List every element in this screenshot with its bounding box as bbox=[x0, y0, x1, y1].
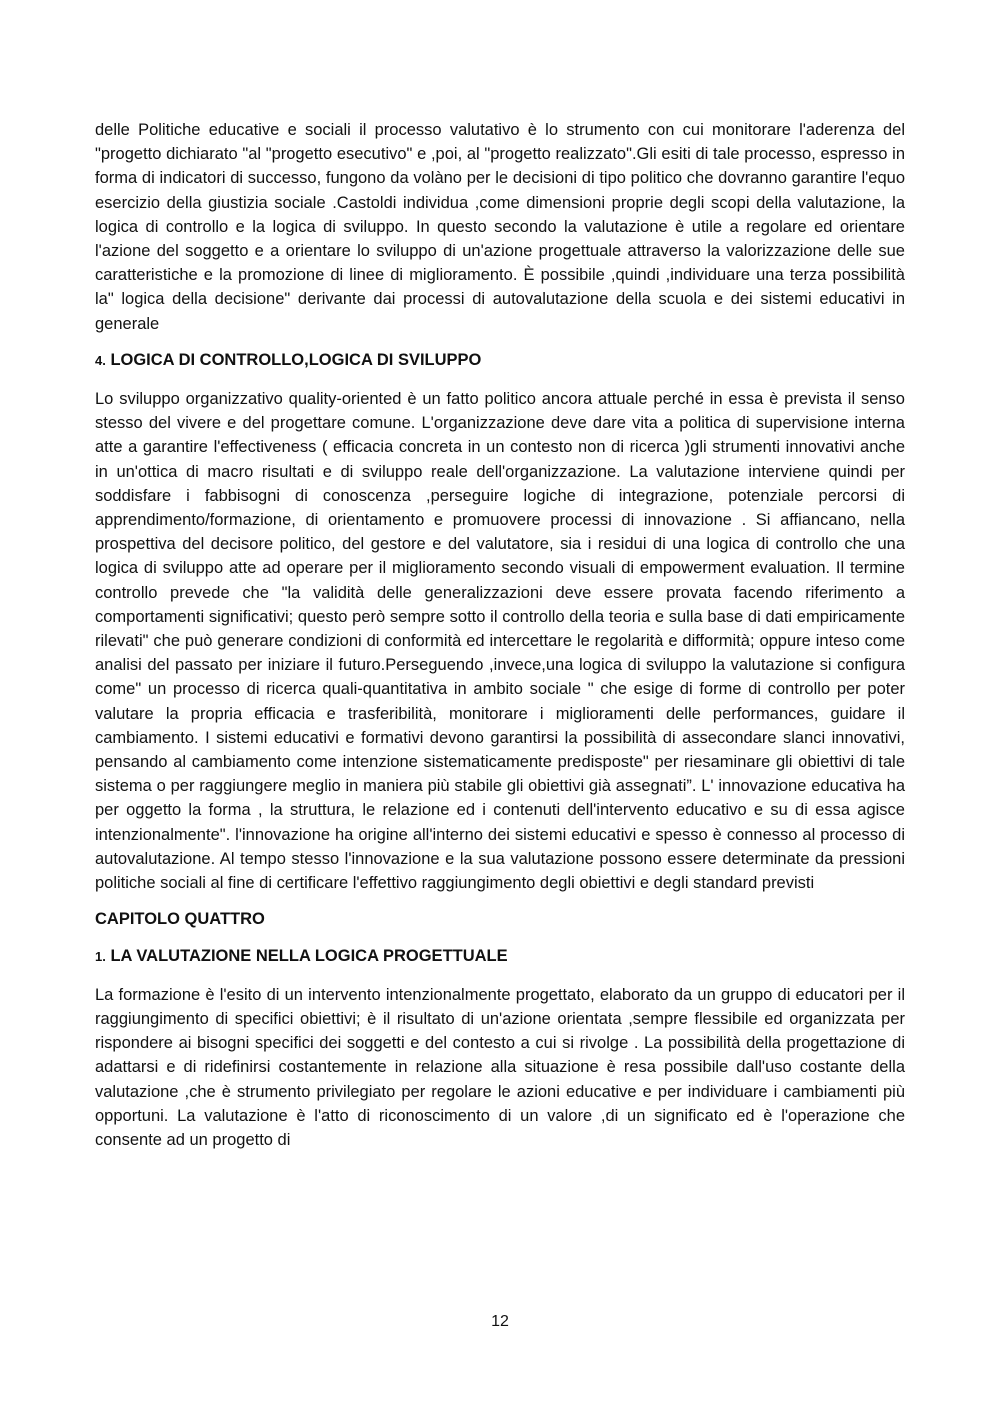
section-4-title: LOGICA DI CONTROLLO,LOGICA DI SVILUPPO bbox=[110, 350, 482, 369]
section-1-number: 1. bbox=[95, 948, 106, 964]
document-page bbox=[95, 118, 905, 1152]
intro-paragraph: delle Politiche educative e sociali il processo valutativo è lo strumento con cui monitorare l'aderenza del "progetto dichiarato "al "progetto esecutivo" e ,poi, al "progetto realizzato".Gli esiti di tale processo, espresso in forma di indicatori di successo, fungono da volàno per le decisioni di tipo politico che dovranno garantire l'equo esercizio della giustizia sociale .Castoldi individua ,come dimensioni proprie degli scopi della valutazione, la logica di controllo e la logica di sviluppo. In questo secondo la valutazione è utile a regolare ed orientare l'azione del soggetto e a orientare lo sviluppo di un'azione progettuale attraverso la valorizzazione delle sue caratteristiche e la promozione di linee di miglioramento. È possibile ,quindi ,individuare una terza possibilità la" logica della decisione" derivante dai processi di autovalutazione della scuola e dei sistemi educativi in generale bbox=[95, 121, 905, 333]
section-4-number: 4. bbox=[95, 352, 106, 368]
page-number: 12 bbox=[491, 1313, 509, 1330]
chapter-title: CAPITOLO QUATTRO bbox=[95, 910, 265, 929]
section-1-title: LA VALUTAZIONE NELLA LOGICA PROGETTUALE bbox=[110, 946, 508, 965]
section-1-heading bbox=[95, 944, 905, 969]
section-1-paragraph: La formazione è l'esito di un intervento intenzionalmente progettato, elaborato da un gruppo di educatori per il raggiungimento di specifici obiettivi; è il risultato di un'azione orientata ,sempre flessibile ed organizzata per rispondere ai bisogni specifici dei soggetti e del contesto a cui si rivolge . La possibilità della progettazione di adattarsi e di ridefinirsi costantemente in relazione alla situazione è resa possibile dall'uso costante della valutazione ,che è strumento privilegiato per regolare le azioni educative e per individuare i cambiamenti più opportuni. La valutazione è l'atto di riconoscimento di un valore ,di un significato ed è l'operazione che consente ad un progetto di bbox=[95, 985, 905, 1149]
section-4-paragraph: Lo sviluppo organizzativo quality-oriented è un fatto politico ancora attuale perché in essa è prevista il senso stesso del vivere e del progettare comune. L'organizzazione deve dare vita a politica di supervisione interna atte a garantire l'effectiveness ( efficacia concreta in un contesto non di ricerca )gli strumenti innovativi anche in un'ottica di macro risultati e di sviluppo reale dell'organizzazione. La valutazione interviene quindi per soddisfare i fabbisogni di conoscenza ,perseguire logiche di integrazione, potenziale percorsi di apprendimento/formazione, di orientamento e promuovere processi di innovazione . Si affiancano, nella prospettiva del decisore politico, del gestore e del valutatore, sia i residui di una logica di controllo che una logica di sviluppo atte ad operare per il miglioramento secondo visuali di empowerment evaluation. Il termine controllo prevede che "la validità delle generalizzazioni deve essere provata facendo riferimento a comportamenti significativi; questo però sempre sotto il controllo della teoria e sulla base di dati empiricamente rilevati" che può generare condizioni di conformità ed intercettare le regolarità e difformità; oppure inteso come analisi del passato per iniziare il futuro.Perseguendo ,invece,una logica di sviluppo la valutazione si configura come" un processo di ricerca quali-quantitativa in ambito sociale " che esige di forme di controllo per poter valutare la propria efficacia e trasferibilità, monitorare i miglioramenti delle performances, guidare il cambiamento. I sistemi educativi e formativi devono garantirsi la possibilità di assecondare slanci innovativi, pensando al cambiamento come intenzione sistematicamente predisposte" per riesaminare gli obiettivi di tale sistema o per raggiungere meglio in maniera più stabile gli obiettivi già assegnati”. L' innovazione educativa ha per oggetto la forma , la struttura, le relazione ed i contenuti dell'intervento educativo e su di essa agisce intenzionalmente". l'innovazione ha origine all'interno dei sistemi educativi e spesso è connesso al processo di autovalutazione. Al tempo stesso l'innovazione e la sua valutazione possono essere determinate da pressioni politiche sociali al fine di certificare l'effettivo raggiungimento degli obiettivi e degli standard previsti bbox=[95, 390, 905, 893]
section-4-heading bbox=[95, 348, 905, 373]
